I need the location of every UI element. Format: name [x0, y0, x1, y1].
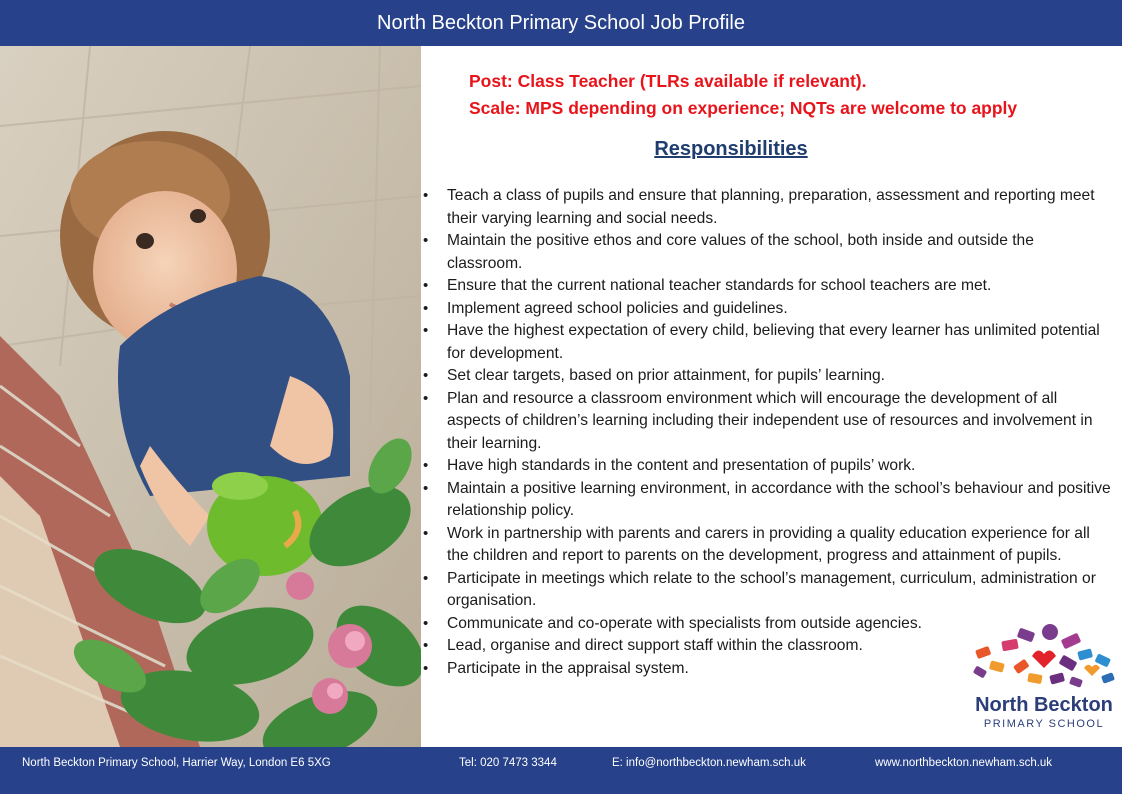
list-item: • Participate in meetings which relate to the school’s management, curriculum, administration or organisation. — [421, 568, 1111, 613]
post-scale: Scale: MPS depending on experience; NQTs are welcome to apply — [469, 98, 1018, 118]
school-logo-icon — [966, 620, 1122, 694]
responsibilities-heading: Responsibilities — [654, 138, 808, 160]
list-item: • Set clear targets, based on prior attainment, for pupils’ learning. — [421, 365, 1111, 388]
child-watering-plant-photo — [0, 46, 421, 747]
footer-email: E: info@northbeckton.newham.sch.uk — [612, 757, 806, 769]
list-item: • Implement agreed school policies and guidelines. — [421, 298, 1111, 321]
list-item: • Have high standards in the content and presentation of pupils’ work. — [421, 455, 1111, 478]
post-title: Post: Class Teacher (TLRs available if relevant). — [469, 71, 867, 91]
footer-address: North Beckton Primary School, Harrier Way, London E6 5XG — [22, 757, 331, 769]
page-footer — [0, 747, 1122, 794]
footer-telephone: Tel: 020 7473 3344 — [459, 757, 557, 769]
logo-school-subtitle: PRIMARY SCHOOL — [983, 718, 1105, 730]
school-logo — [966, 620, 1122, 740]
list-item: • Work in partnership with parents and carers in providing a quality education experience for all the children and report to parents on the development, progress and attainment of pupils. — [421, 523, 1111, 568]
list-item: • Teach a class of pupils and ensure that planning, preparation, assessment and reporting meet their varying learning and social needs. — [421, 185, 1111, 230]
page-title: North Beckton Primary School Job Profile — [377, 11, 745, 34]
responsibilities-list — [421, 185, 1111, 680]
list-item: • Ensure that the current national teacher standards for school teachers are met. — [421, 275, 1111, 298]
list-item: • Have the highest expectation of every child, believing that every learner has unlimited potential for development. — [421, 320, 1111, 365]
list-item: • Lead, organise and direct support staff within the classroom. — [421, 635, 1111, 658]
footer-website: www.northbeckton.newham.sch.uk — [875, 757, 1053, 769]
list-item: • Maintain a positive learning environment, in accordance with the school’s behaviour and positive relationship policy. — [421, 478, 1111, 523]
post-details — [469, 68, 1017, 122]
logo-school-name: North Beckton — [975, 694, 1113, 716]
list-item: • Plan and resource a classroom environment which will encourage the development of all aspects of children’s learning including their independent use of resources and involvement in their learning. — [421, 388, 1111, 456]
list-item: • Participate in the appraisal system. — [421, 658, 1111, 681]
list-item: • Maintain the positive ethos and core values of the school, both inside and outside the classroom. — [421, 230, 1111, 275]
page-header — [0, 0, 1122, 46]
list-item: • Communicate and co-operate with specialists from outside agencies. — [421, 613, 1111, 636]
